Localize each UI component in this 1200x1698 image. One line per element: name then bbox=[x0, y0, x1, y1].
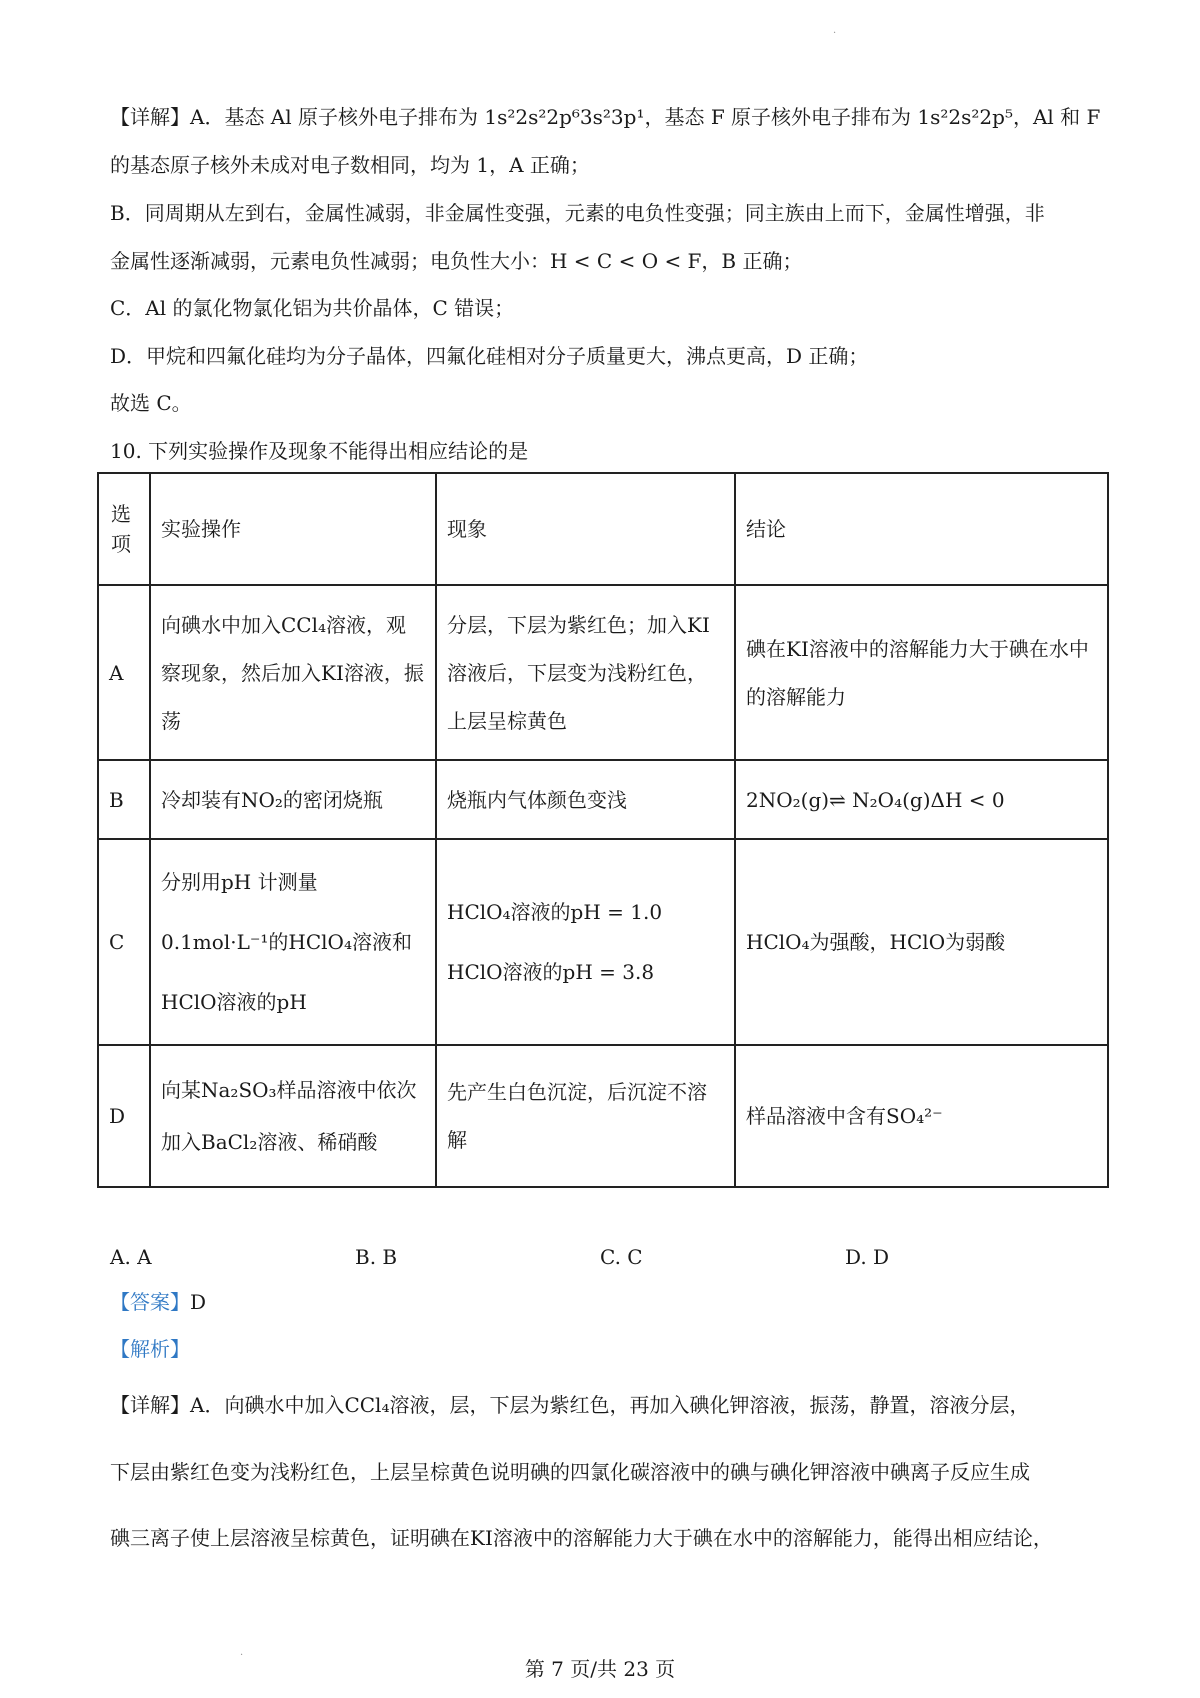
explanation-a-line2: 的基态原子核外未成对电子数相同，均为 1，A 正确； bbox=[110, 153, 590, 177]
header-phenomenon: 现象 bbox=[436, 473, 735, 585]
row-operation: 分别用pH 计测量0.1mol·L⁻¹的HClO₄溶液和HClO溶液的pH bbox=[150, 839, 436, 1045]
table-row bbox=[98, 1045, 1108, 1187]
row-option: A bbox=[98, 585, 150, 760]
explanation-d-line: D．甲烷和四氟化硅均为分子晶体，四氟化硅相对分子质量更大，沸点更高，D 正确； bbox=[110, 344, 869, 368]
row-operation: 向碘水中加入CCl₄溶液，观察现象，然后加入KI溶液，振荡 bbox=[150, 585, 436, 760]
row-conclusion: 碘在KI溶液中的溶解能力大于碘在水中的溶解能力 bbox=[735, 585, 1108, 760]
choice-d: D. D bbox=[845, 1245, 890, 1269]
f-electron-config: 1s²2s²2p⁵ bbox=[917, 105, 1013, 129]
detail-line1: 【详解】A．向碘水中加入CCl₄溶液，层，下层为紫红色，再加入碘化钾溶液，振荡，静置，溶液分层， bbox=[110, 1393, 1030, 1417]
phenomenon-hclo: HClO溶液的pH = 3.8 bbox=[447, 960, 655, 984]
row-option: B bbox=[98, 760, 150, 839]
header-conclusion: 结论 bbox=[735, 473, 1108, 585]
row-conclusion: HClO₄为强酸，HClO为弱酸 bbox=[735, 839, 1108, 1045]
header-option: 选 项 bbox=[98, 473, 150, 585]
row-option: C bbox=[98, 839, 150, 1045]
row-operation: 向某Na₂SO₃样品溶液中依次加入BaCl₂溶液、稀硝酸 bbox=[150, 1045, 436, 1187]
answer-value: D bbox=[190, 1290, 207, 1314]
row-conclusion: 2NO₂(g)⇌ N₂O₄(g)ΔH < 0 bbox=[735, 760, 1108, 839]
explanation-conclusion: 故选 C。 bbox=[110, 391, 192, 415]
experiment-table bbox=[97, 472, 1109, 1188]
answer-line bbox=[110, 1288, 1110, 1316]
detail-line2: 下层由紫红色变为浅粉红色，上层呈棕黄色说明碘的四氯化碳溶液中的碘与碘化钾溶液中碘离子反应生成 bbox=[110, 1460, 1030, 1484]
row-phenomenon bbox=[436, 839, 735, 1045]
row-operation: 冷却装有NO₂的密闭烧瓶 bbox=[150, 760, 436, 839]
question-10-stem: 10. 下列实验操作及现象不能得出相应结论的是 bbox=[110, 439, 529, 463]
explanation-b-line1: B．同周期从左到右，金属性减弱，非金属性变强，元素的电负性变强；同主族由上而下，金属性增强，非 bbox=[110, 201, 1045, 225]
ccl4-formula: CCl₄ bbox=[344, 1393, 390, 1417]
detail-line3: 碘三离子使上层溶液呈棕黄色，证明碘在KI溶液中的溶解能力大于碘在水中的溶解能力，能得出相应结论， bbox=[110, 1526, 1053, 1550]
explanation-a-line1: 【详解】A．基态 Al 原子核外电子排布为 1s²2s²2p⁶3s²3p¹，基态 F 原子核外电子排布为 1s²2s²2p⁵，Al 和 F bbox=[110, 105, 1101, 129]
phenomenon-hclo4: HClO₄溶液的pH = 1.0 bbox=[447, 900, 663, 924]
row-phenomenon: 烧瓶内气体颜色变浅 bbox=[436, 760, 735, 839]
choice-c: C. C bbox=[600, 1245, 643, 1269]
table-header-row bbox=[98, 473, 1108, 585]
header-operation: 实验操作 bbox=[150, 473, 436, 585]
choice-b: B. B bbox=[355, 1245, 398, 1269]
al-electron-config: 1s²2s²2p⁶3s²3p¹ bbox=[484, 105, 645, 129]
table-row bbox=[98, 760, 1108, 839]
row-phenomenon: 先产生白色沉淀，后沉淀不溶解 bbox=[436, 1045, 735, 1187]
analysis-label: 【解析】 bbox=[110, 1337, 190, 1361]
row-option: D bbox=[98, 1045, 150, 1187]
table-row bbox=[98, 839, 1108, 1045]
table-row bbox=[98, 585, 1108, 760]
answer-label: 【答案】 bbox=[110, 1290, 190, 1314]
explanation-b-line2: 金属性逐渐减弱，元素电负性减弱；电负性大小：H < C < O < F，B 正确； bbox=[110, 249, 803, 273]
choice-a: A. A bbox=[110, 1245, 152, 1269]
scan-dot: · bbox=[240, 1650, 244, 1661]
scan-dot: · bbox=[833, 28, 837, 39]
row-phenomenon: 分层，下层为紫红色；加入KI溶液后，下层变为浅粉红色，上层呈棕黄色 bbox=[436, 585, 735, 760]
page-footer: 第 7 页/共 23 页 bbox=[524, 1657, 676, 1681]
explanation-c-line: C．Al 的氯化物氯化铝为共价晶体，C 错误； bbox=[110, 296, 515, 320]
row-conclusion: 样品溶液中含有SO₄²⁻ bbox=[735, 1045, 1108, 1187]
